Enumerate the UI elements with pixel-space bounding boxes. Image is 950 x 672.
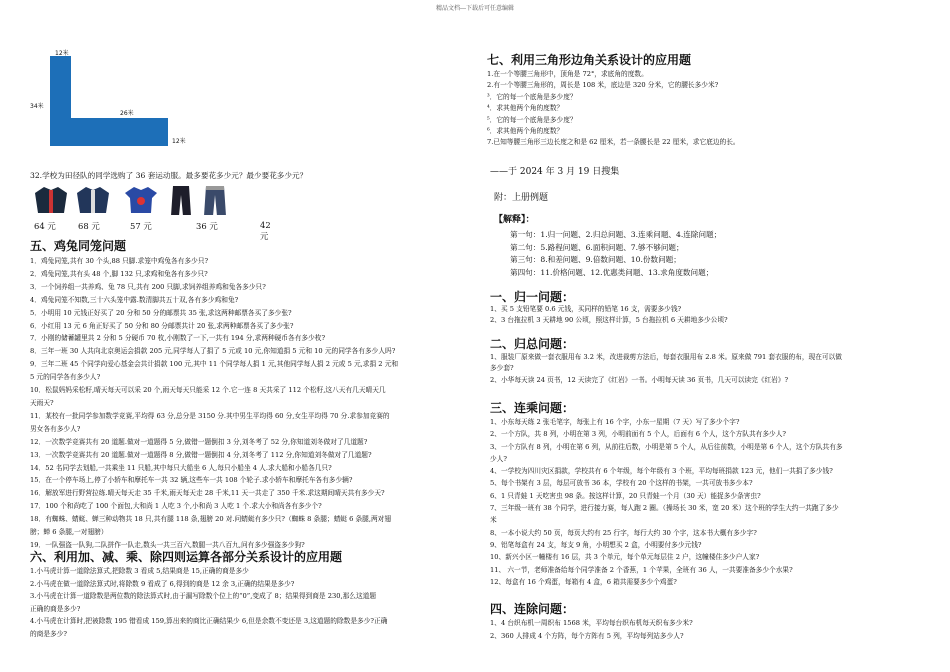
list-item: 5、每个书架有 3 层，每层可放书 36 本，学校有 20 个这样的书架，一共可放书多少本? [490, 479, 753, 488]
list-item: 米 [490, 516, 497, 525]
section-title-7: 七、利用三角形边角关系设计的应用题 [487, 53, 692, 67]
section-6-list [30, 565, 387, 641]
list-item: 12．一次数学竞赛共有 20 道题.做对一道题得 5 分,做错一题倒扣 3 分,刘冬考了 52 分,你知道刘冬做对了几道题? [30, 437, 368, 446]
list-item: 3．一个饲养组一共养鸡、兔 78 只,共有 200 只脚,求饲养组养鸡和兔各多少只? [30, 282, 266, 291]
jacket-icon [76, 185, 110, 215]
list-item: 1.在一个等腰三角形中，顶角是 72°，求底角的度数。 [487, 70, 648, 78]
list-item: 2、360 人排成 4 个方阵，每个方阵有 5 列，平均每列站多少人? [490, 632, 684, 640]
list-item: 3.小马虎在计算一道除数是两位数的除法算式时,由于漏写除数个位上的“0”,变成了 8；结果得到商是 230,那么这道题 [30, 592, 377, 601]
right-section-title-1: 一、归一问题： [490, 290, 575, 304]
list-item: 9、铝笔每盒有 24 支，每支 9 角，小明想买 2 盒，小明要付多少元钱? [490, 540, 702, 549]
label-left: 34米 [30, 103, 44, 110]
list-item: 膀；蝉 6 条腿,一对翅膀） [30, 528, 108, 537]
label-right: 12米 [172, 138, 186, 145]
price: 36 元 [196, 221, 218, 231]
list-item: 5 元的同学各有多少人? [30, 373, 101, 382]
list-item: 1、4 台织布机一周织布 1568 米，平均每台织布机每天织布多少米? [490, 619, 693, 627]
list-item: 9．三年二班 45 个同学向爱心基金会共计捐款 100 元,其中 11 个同学每人捐 1 元,其他同学每人捐 2 元或 5 元,求捐 2 元和 [30, 360, 399, 369]
section-title-5: 五、鸡兔同笼问题 [30, 239, 127, 253]
list-item: 15．在一个停车场上,停了小轿车和摩托车一共 32 辆,这些车一共 108 个轮子.求小轿车和摩托车各有多少辆? [30, 476, 353, 485]
list-item: 1．鸡兔同笼,共有 30 个头,88 只脚.求笼中鸡兔各有多少只? [30, 257, 209, 265]
list-item: 11、 六一节，老师准备给每个同学准备 2 个香蕉，1 个苹果，全班有 36 人，一共要准备多少个水果? [490, 565, 793, 574]
price: 68 元 [78, 221, 100, 231]
appendix-title: 附：上册例题 [494, 193, 549, 203]
section-7-list [487, 69, 740, 149]
l-shape-figure [30, 48, 200, 158]
pants-icon [202, 185, 228, 215]
list-item: 6．小红用 13 元 6 角正好买了 50 分和 80 分邮票共计 20 张,求两种邮票各买了多少张? [30, 321, 294, 330]
right-section-2-list [490, 352, 842, 386]
list-item: 男女各有多少人? [30, 424, 81, 433]
list-item: 1、买 5 支铅笔要 0.6 元钱，买同样的铅笔 16 支，需要多少钱? [490, 305, 682, 313]
list-item: 多少套? [490, 364, 514, 373]
list-item: 10、新兴小区一幢楼有 16 层，共 3 个单元，每个单元每层住 2 户，这幢楼住多少户人家? [490, 553, 760, 562]
list-item: 的商是多少? [30, 629, 68, 638]
list-item: 4.小马虎在计算时,把被除数 195 错看成 159,算出来的商比正确结果少 6,但是余数不变还是 3,这道题的除数是多少?正确 [30, 617, 388, 626]
list-item: 第三句：8.和差问题、9.倍数问题、10.份数问题； [510, 255, 681, 264]
list-item: 13．一次数学竞赛共有 20 道题.做对一道题得 8 分,做错一题倒扣 4 分,刘冬考了 112 分,你知道刘冬做对了几道题? [30, 450, 372, 459]
list-item: 5．小明用 10 元钱正好买了 20 分和 50 分的邮票共 35 张,求这两种邮票各买了多少张? [30, 308, 292, 317]
price: 42 元 [260, 220, 271, 241]
explanation-title: 【解释】： [494, 215, 535, 225]
list-item: 4、一学校为四川灾区捐款，学校共有 6 个年级，每个年级有 3 个班，平均每班捐款 123 元，他们一共捐了多少钱? [490, 467, 833, 476]
list-item: 2.小马虎在做一道除法算式时,将除数 9 看成了 6,得到的商是 12 余 3,正确的结果是多少? [30, 579, 295, 588]
list-item: ⁶．求其他两个角的度数？ [487, 127, 564, 136]
label-mid: 26米 [120, 110, 134, 117]
list-item: 1、服装厂原来做一套衣服用布 3.2 米，改进裁剪方法后，每套衣服用布 2.8 米。原来做 791 套衣服的布，现在可以做 [490, 353, 842, 361]
section-title-6: 六、利用加、减、乘、除四则运算各部分关系设计的应用题 [30, 550, 343, 564]
list-item: 17．100 个和尚吃了 100 个面包,大和尚 1 人吃 3 个,小和尚 3 人吃 1 个.求大小和尚各有多少个? [30, 502, 322, 511]
list-item: 天雨天? [30, 398, 54, 407]
right-section-title-4: 四、连除问题： [490, 602, 575, 616]
list-item: 12、每盒有 16 个鸡蛋，每箱有 4 盒，6 箱共需要多少个鸡蛋? [490, 577, 677, 586]
right-section-title-3: 三、连乘问题： [490, 401, 575, 415]
right-section-3-list [490, 416, 843, 588]
pants-icon [170, 185, 192, 215]
list-item: 1、小东每天练 2 张毛笔字，每张上有 16 个字，小东一星期（7 天）写了多少个字? [490, 418, 740, 426]
list-item: 第二句：5.路程问题、6.面积问题、7.够不够问题； [510, 242, 684, 252]
list-item: 19．一队强盗一队狗,二队拼作一队走,数头一共三百六,数腿一共八百九,问有多少强盗多少狗? [30, 540, 305, 549]
right-section-1-list [490, 304, 728, 327]
question-32: 32.学校为田径队的同学选购了 36 套运动服。最多要花多少元？最少要花多少元？ [30, 171, 308, 180]
list-item: ⁴．求其他两个角的度数？ [487, 104, 564, 113]
price: 64 元 [34, 221, 56, 231]
right-section-4-list [490, 617, 693, 643]
list-item: 3、一个方队有 8 列，小明在第 6 列，从前往后数，小明是第 5 个人，从后往前数，小明是第 6 个人，这个方队共有多 [490, 442, 843, 451]
list-item: 8、一本小说大约 50 页，每页大约有 25 行字，每行大约 30 个字，这本书大概有多少字? [490, 528, 757, 537]
list-item: 正确的商是多少? [30, 604, 81, 613]
right-section-title-2: 二、归总问题： [490, 337, 575, 351]
label-top: 12米 [55, 50, 69, 57]
list-item: 少人? [490, 454, 507, 463]
list-item: 2、小华每天读 24 页书，12 天读完了《红岩》一书。小明每天读 36 页书，几天可以读完《红岩》? [490, 375, 789, 384]
list-item: 2.有一个等腰三角形的，周长是 108 米，底边是 320 分米，它的腰长多少米? [487, 81, 719, 90]
list-item: 16．解放军进行野营拉练.晴天每天走 35 千米,雨天每天走 28 千米,11 天一共走了 350 千米.求这期间晴天共有多少天? [30, 489, 385, 498]
list-item: 7．小刚的储蓄罐里共 2 分和 5 分硬币 70 枚,小刚数了一下,一共有 194 分,求两种硬币各有多少枚? [30, 334, 326, 343]
jacket-icon [34, 185, 68, 215]
date-line: ——于 2024 年 3 月 19 日搜集 [490, 167, 620, 177]
list-item: 7、三年级一班有 38 个同学，进行接力赛，每人跑 2 圈。（操场长 30 米，宽 20 米）这个班的学生大约一共跑了多少 [490, 504, 839, 513]
list-item: 第一句：1.归一问题、2.归总问题、3.连乘问题、4.连除问题； [510, 230, 722, 239]
list-item: 11．某校有一批同学参加数学竞赛,平均得 63 分,总分是 3150 分.其中男生平均得 60 分,女生平均得 70 分.求参加竞赛的 [30, 411, 390, 420]
list-item: 18．有蜘蛛、蜻蜓、蝉三种动物共 18 只,共有腿 118 条,翅膀 20 对.问蜻蜓有多少只?（蜘蛛 8 条腿；蜻蜓 6 条腿,两对翅 [30, 515, 392, 524]
list-item: 14．52 名同学去划船,一共乘坐 11 只船,其中每只大船坐 6 人,每只小船坐 4 人.求大船和小船各几只? [30, 463, 332, 472]
list-item: 10．松鼠妈妈采松籽,晴天每天可以采 20 个,雨天每天只能采 12 个.它一连 8 天共采了 112 个松籽,这八天有几天晴天几 [30, 386, 386, 395]
list-item: ⁵．它的每一个底角是多少度？ [487, 115, 577, 124]
list-item: 2、3 台拖拉机 3 天耕地 90 公顷，照这样计算，5 台拖拉机 6 天耕地多少公顷? [490, 316, 728, 325]
list-item: ³．它的每一个底角是多少度？ [487, 92, 577, 101]
list-item: 7.已知等腰三角形三边长度之和是 62 厘米，若一条腰长是 22 厘米，求它底边的长。 [487, 138, 740, 147]
page-header: 精品文档---下载后可任意编辑 [435, 5, 515, 12]
list-item: 1.小马虎计算一道除法算式,把除数 3 看成 5,结果商是 15,正确的商是多少 [30, 567, 249, 575]
list-item: 2、一个方队，共 8 列，小明在第 3 列，小明前面有 5 个人，后面有 6 个人，这个方队共有多少人? [490, 430, 786, 439]
list-item: 4．鸡兔同笼不知数,三十六头笼中露.数清脚共五十双,各有多少鸡和兔? [30, 295, 239, 304]
price: 57 元 [130, 221, 152, 231]
section-5-list [30, 255, 398, 552]
sportswear-row [34, 185, 274, 241]
list-item: 6、1 只青蛙 1 天吃害虫 98 条。按这样计算，20 只青蛙一个月（30 天）能捉多少条害虫? [490, 491, 761, 500]
list-item: 8．三年一班 30 人共向北京奥运会捐款 205 元,同学每人了捐了 5 元或 10 元,你知道捐 5 元和 10 元的同学各有多少人吗? [30, 347, 396, 356]
shirt-icon [124, 185, 158, 215]
list-item: 第四句：11.价格问题、12.优惠类问题、13.求角度数问题； [510, 267, 714, 277]
list-item: 2．鸡兔同笼,共有头 48 个,脚 132 只,求鸡和兔各有多少只? [30, 269, 208, 278]
explanation-list [510, 229, 721, 279]
